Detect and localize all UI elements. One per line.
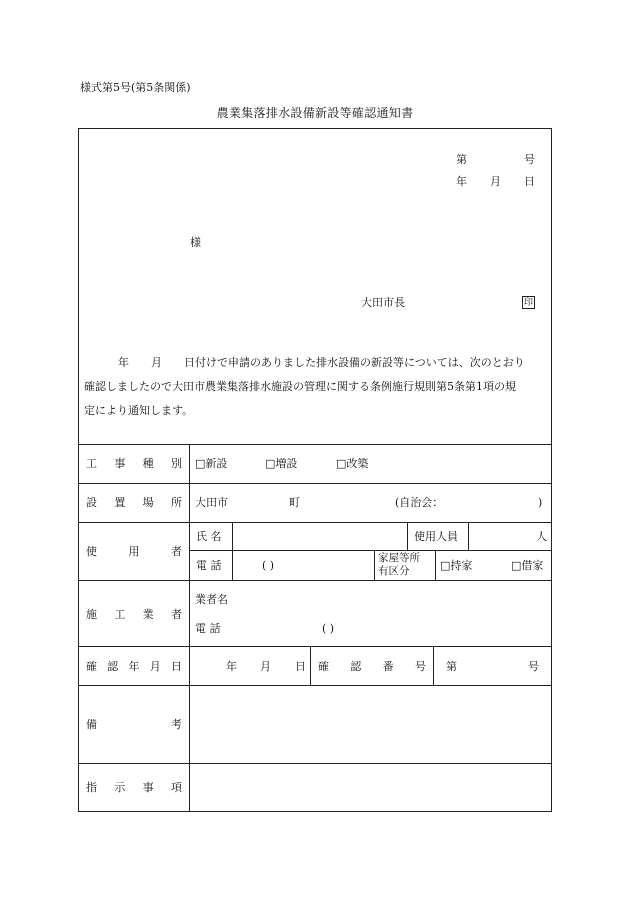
location-label-2: 置	[114, 496, 126, 509]
confirm-no-suffix: 号	[528, 660, 539, 673]
user-label-2: 用	[128, 545, 140, 558]
form-number: 様式第5号(第5条関係)	[80, 81, 191, 94]
user-label	[86, 546, 182, 557]
remarks-label-2: 考	[171, 718, 182, 731]
recipient-honorific: 様	[190, 236, 201, 249]
house-type-label-line-1: 家屋等所	[378, 552, 420, 564]
user-label-3: 者	[171, 545, 182, 558]
notice-no-prefix: 第	[456, 153, 467, 166]
confirm-date-label-3: 年	[128, 660, 140, 673]
contractor-label-2: 工	[114, 608, 126, 621]
work-type-label-3: 種	[142, 457, 154, 470]
table-col-divider	[189, 444, 190, 812]
table-rule-1	[78, 483, 552, 484]
work-type-label-4: 別	[170, 457, 182, 470]
table-rule-2	[78, 522, 552, 523]
confirm-month: 月	[260, 660, 271, 673]
instructions-label-4: 項	[170, 781, 182, 794]
confirm-date-label-5: 日	[171, 660, 182, 673]
user-count-unit: 人	[536, 530, 547, 543]
user-count-divider-right	[468, 522, 469, 550]
user-phone-paren: ( )	[262, 559, 275, 572]
house-type-divider-left	[374, 550, 375, 580]
remarks-label	[86, 719, 182, 730]
body-line-1-text: 日付けで申請のありました排水設備の新設等については、次のとおり	[184, 356, 525, 369]
confirm-no-prefix: 第	[446, 660, 457, 673]
house-rent-option[interactable]: □借家	[511, 559, 544, 572]
confirm-no-divider	[433, 646, 434, 685]
confirm-date-label-2: 認	[107, 660, 119, 673]
location-town: 町	[289, 496, 300, 509]
work-type-label-2: 事	[114, 457, 126, 470]
user-count-label: 使用人員	[414, 530, 458, 543]
work-type-addition[interactable]: □増設	[265, 457, 298, 470]
confirm-no-label-3: 番	[382, 660, 394, 673]
confirm-no-label-2: 認	[350, 660, 362, 673]
table-rule-user-mid	[189, 550, 552, 551]
notice-body-line-3: 定により通知します。	[84, 404, 194, 417]
contractor-label-3: 業	[142, 608, 154, 621]
work-type-label-1: 工	[86, 457, 97, 470]
location-association: (自治会：	[395, 496, 444, 509]
location-label-1: 設	[86, 496, 97, 509]
form-frame	[78, 128, 552, 812]
instructions-label	[86, 782, 182, 793]
contractor-phone-label: 電 話	[195, 622, 221, 635]
document-title: 農業集落排水設備新設等確認通知書	[216, 106, 414, 120]
contractor-name-label: 業者名	[195, 593, 228, 606]
instructions-label-1: 指	[86, 781, 97, 794]
work-type-new[interactable]: □新設	[195, 457, 228, 470]
contractor-label-1: 施	[86, 608, 97, 621]
table-rule-top	[78, 444, 552, 445]
location-label-3: 場	[142, 496, 154, 509]
issuer-name: 大田市長	[361, 296, 405, 309]
user-phone-label: 電 話	[196, 559, 222, 572]
notice-date-month: 月	[490, 175, 501, 188]
contractor-label	[86, 609, 182, 620]
body-date-month: 月	[151, 356, 162, 369]
notice-date-year: 年	[456, 175, 467, 188]
instructions-label-2: 示	[114, 781, 126, 794]
user-count-divider-left	[407, 522, 408, 550]
instructions-label-3: 事	[142, 781, 154, 794]
confirm-no-label-4: 号	[414, 660, 426, 673]
location-city: 大田市	[195, 496, 228, 509]
house-type-label-line-2: 有区分	[378, 565, 410, 577]
confirm-date-label	[86, 661, 182, 672]
notice-body	[84, 351, 548, 423]
seal-mark: 印	[523, 298, 533, 308]
confirm-no-label	[318, 661, 426, 672]
location-label	[86, 497, 182, 508]
confirm-day: 日	[295, 660, 306, 673]
house-own-option[interactable]: □持家	[440, 559, 473, 572]
body-date-year: 年	[118, 356, 129, 369]
confirm-no-label-1: 確	[318, 660, 329, 673]
confirm-year: 年	[226, 660, 237, 673]
notice-date-day: 日	[524, 175, 535, 188]
location-close: )	[538, 496, 543, 509]
contractor-label-4: 者	[170, 608, 182, 621]
confirm-date-label-4: 月	[149, 660, 161, 673]
house-type-label	[378, 552, 420, 578]
table-rule-5	[78, 685, 552, 686]
work-type-label	[86, 458, 182, 469]
contractor-phone-paren: ( )	[322, 622, 335, 635]
user-label-1: 使	[86, 545, 97, 558]
confirm-date-divider	[310, 646, 311, 685]
notice-body-line-1	[84, 351, 548, 375]
remarks-label-1: 備	[86, 718, 97, 731]
notice-body-line-2: 確認しましたので大田市農業集落排水施設の管理に関する条例施行規則第5条第1項の規	[84, 380, 516, 393]
work-type-renovation[interactable]: □改築	[336, 457, 369, 470]
location-label-4: 所	[170, 496, 182, 509]
notice-no-suffix: 号	[524, 153, 535, 166]
user-name-label: 氏 名	[196, 530, 222, 543]
user-sub-divider	[232, 522, 233, 580]
table-rule-6	[78, 763, 552, 764]
house-type-divider-right	[435, 550, 436, 580]
table-rule-3	[78, 580, 552, 581]
table-rule-4	[78, 646, 552, 647]
confirm-date-label-1: 確	[86, 660, 97, 673]
